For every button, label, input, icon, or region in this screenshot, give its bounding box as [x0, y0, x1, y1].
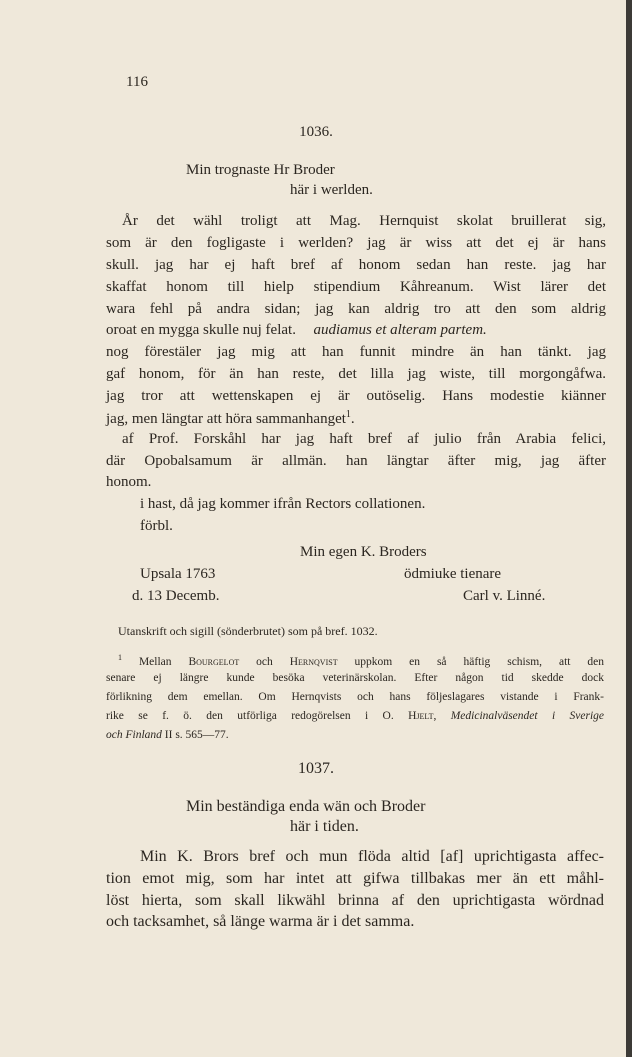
text-line	[106, 322, 487, 339]
footnote-line: senare ej längre kunde besöka veterinärskolan. Efter någon tid skedde dock	[106, 672, 604, 684]
source-note: Utanskrift och sigill (sönderbrutet) som på bref. 1032.	[118, 624, 378, 638]
text-line: skaffat honom till hielp stipendium Kåhreanum. Wist lärer det	[106, 279, 606, 295]
text-span: och	[239, 655, 290, 668]
text-line: tion emot mig, som har intet att gifwa tillbakas mer än ett måhl-	[106, 870, 604, 887]
text-line: År det wähl troligt att Mag. Hernquist skolat bruillerat sig,	[122, 213, 606, 229]
footnote-line	[106, 710, 604, 722]
text-line: löst hierta, som skall likwähl brinna af den uprichtigasta wördnad	[106, 892, 604, 909]
person-name: Hjelt	[408, 710, 434, 722]
text-line: där Opobalsamum är allmän. han längtar äfter mig, jag äfter	[106, 453, 606, 469]
footnote-mark: 1	[118, 653, 122, 662]
text-line: af Prof. Forskåhl har jag haft bref af julio från Arabia felici,	[122, 431, 606, 447]
text-span: .	[350, 411, 355, 427]
footnote-line: förlikning dem emellan. Om Hernqvists och hans följeslagares vistande i Frank-	[106, 691, 604, 703]
page-number: 116	[126, 74, 148, 90]
text-span: uppkom en så häftig schism, att den	[337, 655, 605, 668]
text-line: nog förestäler jag mig att han funnit mindre än han tänkt. jag	[106, 344, 606, 360]
footnote-line	[118, 653, 604, 668]
text-line: jag tror att wettenskapen ej är outöselig. Hans modestie kiänner	[106, 388, 606, 404]
letter-number: 1037.	[298, 760, 334, 777]
salutation-line-2: här i werlden.	[290, 182, 373, 198]
date: d. 13 Decemb.	[132, 588, 220, 604]
person-name: Bourgelot	[188, 655, 240, 668]
closing-line: Min egen K. Broders	[300, 544, 427, 560]
page-edge	[626, 0, 632, 1057]
text-line: skull. jag har ej haft bref af honom sedan han reste. jag har	[106, 257, 606, 273]
text-line: wara fehl på andra sidan; jag kan aldrig tro att den som aldrig	[106, 301, 606, 317]
text-line: som är den fogligaste i werlden? jag är wiss att det ej är hans	[106, 235, 606, 251]
salutation-line-2: här i tiden.	[290, 818, 359, 835]
letter-number: 1036.	[299, 124, 333, 140]
text-span: ,	[433, 710, 451, 722]
text-line: Min K. Brors bref och mun flöda altid [af] uprichtigasta affec-	[140, 848, 604, 865]
text-line: i hast, då jag kommer ifrån Rectors collationen.	[140, 496, 426, 512]
text-line: förbl.	[140, 518, 173, 534]
person-name: Hernqvist	[289, 655, 338, 668]
signature: Carl v. Linné.	[463, 588, 546, 604]
salutation: Min trognaste Hr Broder	[186, 162, 335, 178]
text-span: Mellan	[138, 655, 189, 668]
footnote-reference: 1	[345, 409, 351, 420]
text-line: och tacksamhet, så länge warma är i det samma.	[106, 913, 415, 930]
text-span: jag, men längtar att höra sammanhanget	[106, 411, 346, 427]
salutation: Min beständiga enda wän och Broder	[186, 798, 426, 815]
place: Upsala 1763	[140, 566, 216, 582]
text-span: rike se f. ö. den utförliga redogörelsen i O.	[106, 710, 409, 722]
closing-line: ödmiuke tienare	[404, 566, 502, 582]
book-title: Medicinalväsendet i Sverige	[450, 710, 604, 722]
footnote-line	[106, 729, 229, 741]
latin-phrase: audiamus et alteram partem.	[313, 322, 487, 338]
text-line	[106, 409, 355, 428]
text-line: honom.	[106, 474, 152, 490]
book-title: och Finland	[106, 729, 162, 741]
text-line: gaf honom, för än han reste, det lilla jag wiste, till morgongåfwa.	[106, 366, 606, 382]
text-span: oroat en mygga skulle nuj felat.	[106, 322, 296, 338]
text-span: II s. 565—77.	[161, 729, 229, 741]
